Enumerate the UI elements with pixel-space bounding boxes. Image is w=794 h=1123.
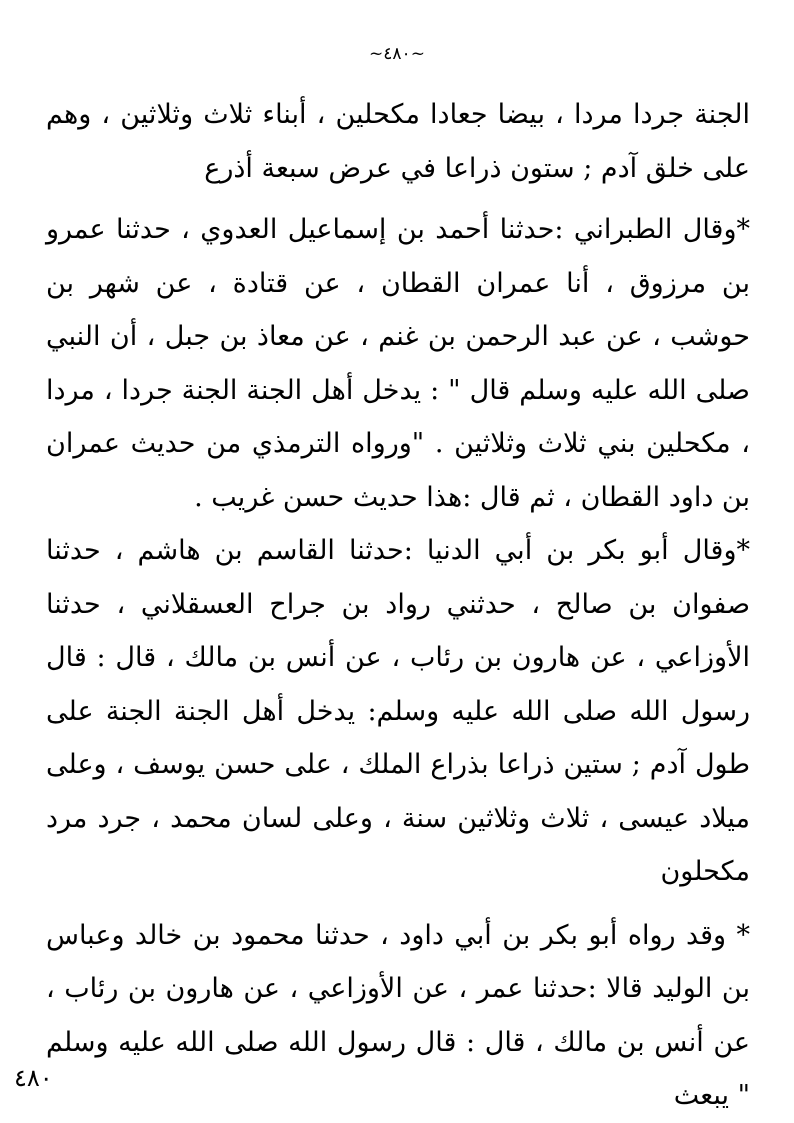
paragraph-4: * وقد رواه أبو بكر بن أبي داود ، حدثنا محمود بن خالد وعباس بن الوليد قالا :حدثنا عمر ، عن الأوزاعي ، عن هارون بن رئاب ، عن أنس بن مالك ، قال : قال رسول الله صلى الله عليه وسلم " يبعث: [46, 919, 750, 1111]
body-text: [46, 88, 750, 1123]
paragraph-2: *وقال الطبراني :حدثنا أحمد بن إسماعيل العدوي ، حدثنا عمرو بن مرزوق ، أنا عمران القطان ، عن قتادة ، عن شهر بن حوشب ، عن عبد الرحمن بن غنم ، عن معاذ بن جبل ، أن النبي صلى الله عليه وسلم قال " : يدخل أهل الجنة الجنة جردا ، مردا ، مكحلين بني ثلاث وثلاثين . "ورواه الترمذي من حديث عمران بن داود القطان ، ثم قال :هذا حديث حسن غريب .: [46, 214, 750, 513]
page-marker-top: ~٤٨٠~: [369, 44, 425, 64]
paragraph-1: الجنة جردا مردا ، بيضا جعادا مكحلين ، أبناء ثلاث وثلاثين ، وهم على خلق آدم ; ستون ذراعا في عرض سبعة أذرع: [46, 99, 750, 184]
page-number-footer: ٤٨٠: [14, 1064, 53, 1092]
paragraph-3: *وقال أبو بكر بن أبي الدنيا :حدثنا القاسم بن هاشم ، حدثنا صفوان بن صالح ، حدثني رواد بن جراح العسقلاني ، حدثنا الأوزاعي ، عن هارون بن رئاب ، عن أنس بن مالك ، قال : قال رسول الله صلى الله عليه وسلم: يدخل أهل الجنة الجنة على طول آدم ; ستين ذراعا بذراع الملك ، على حسن يوسف ، وعلى ميلاد عيسى ، ثلاث وثلاثين سنة ، وعلى لسان محمد ، جرد مرد مكحلون: [46, 535, 750, 887]
